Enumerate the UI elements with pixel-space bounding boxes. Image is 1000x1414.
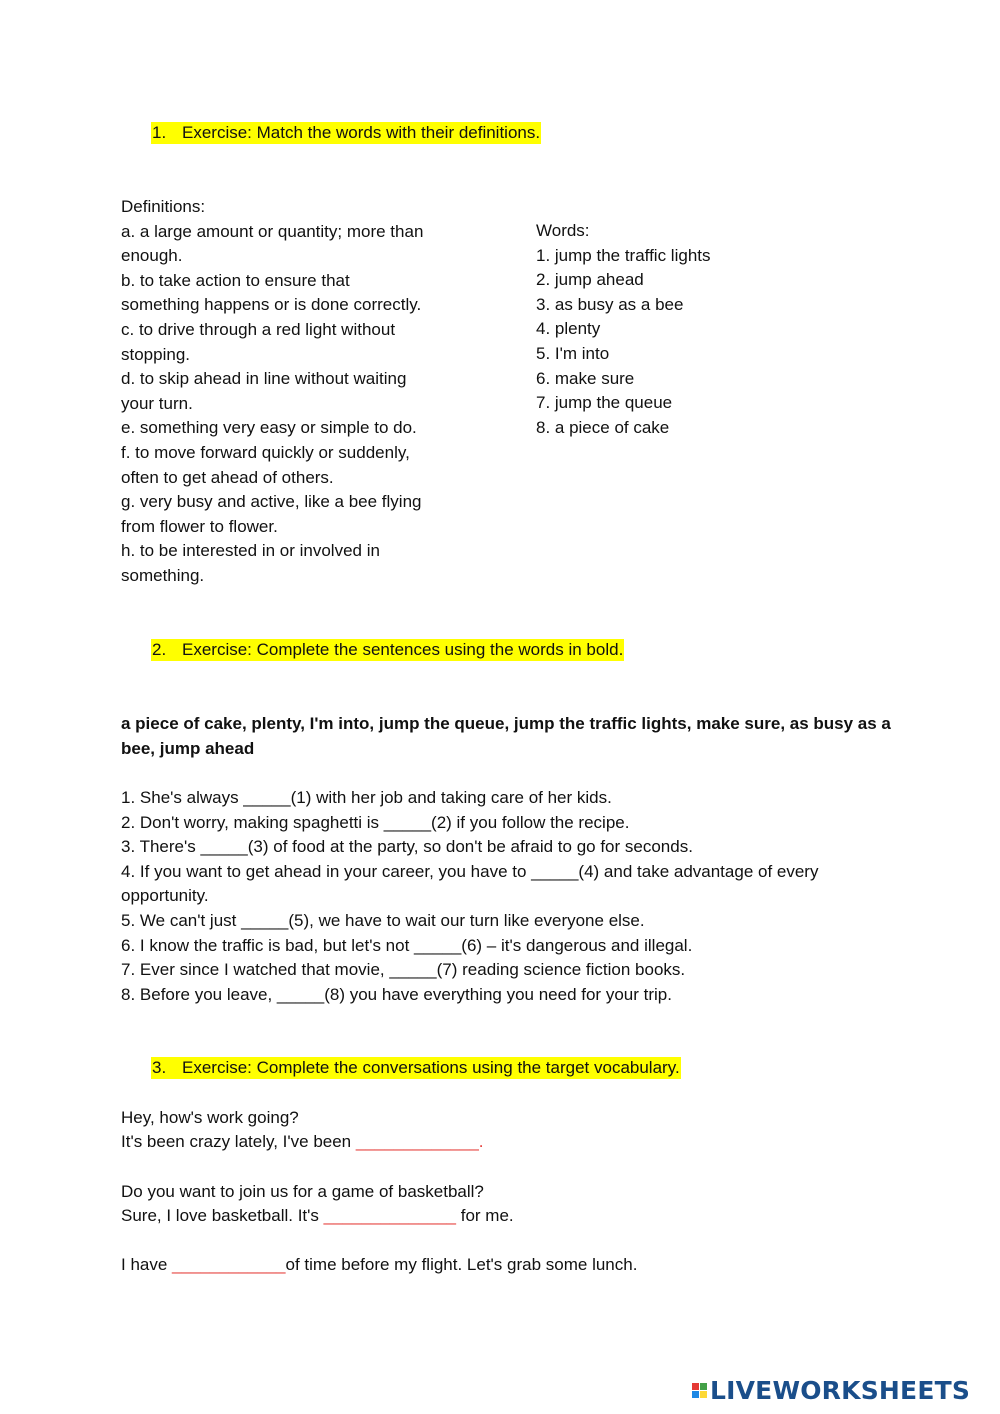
- sentence-item: 5. We can't just _____(5), we have to wait our turn like everyone else.: [121, 910, 645, 930]
- logo-mark-icon: [692, 1383, 707, 1398]
- words-column: [536, 219, 711, 440]
- definition-line: c. to drive through a red light without: [121, 319, 396, 339]
- definition-line: g. very busy and active, like a bee flying: [121, 492, 422, 512]
- conversation-2-question: Do you want to join us for a game of basketball?: [121, 1182, 484, 1201]
- conversation-3-line: [121, 1253, 637, 1278]
- exercise-3-heading: [151, 1057, 681, 1079]
- definition-line: often to get ahead of others.: [121, 467, 334, 487]
- logo-text: LIVEWORKSHEETS: [710, 1375, 971, 1405]
- definition-line: enough.: [121, 246, 183, 266]
- answer-blank-3[interactable]: ____________: [172, 1255, 286, 1274]
- definition-line: f. to move forward quickly or suddenly,: [121, 442, 410, 462]
- definition-line: d. to skip ahead in line without waiting: [121, 369, 407, 389]
- exercise-1-heading: [151, 122, 541, 144]
- word-item: 6. make sure: [536, 368, 635, 388]
- exercise-1-number: 1.: [152, 123, 167, 142]
- sentence-item: 4. If you want to get ahead in your career, you have to _____(4) and take advantage of every: [121, 861, 819, 881]
- liveworksheets-logo: [692, 1376, 970, 1404]
- conversation-1-question: Hey, how's work going?: [121, 1108, 299, 1127]
- sentence-item: opportunity.: [121, 886, 209, 906]
- exercise-3-title: Exercise: Complete the conversations using the target vocabulary.: [182, 1058, 680, 1077]
- sentence-item: 7. Ever since I watched that movie, _____(7) reading science fiction books.: [121, 960, 686, 980]
- definition-line: stopping.: [121, 344, 190, 364]
- word-bank: a piece of cake, plenty, I'm into, jump the queue, jump the traffic lights, make sure, as busy as a bee, jump ahead: [121, 714, 891, 758]
- definition-line: e. something very easy or simple to do.: [121, 418, 417, 438]
- exercise-1-title: Exercise: Match the words with their definitions.: [182, 123, 541, 142]
- definition-line: from flower to flower.: [121, 516, 278, 536]
- sentence-item: 3. There's _____(3) of food at the party, so don't be afraid to go for seconds.: [121, 837, 693, 857]
- definition-line: something.: [121, 565, 205, 585]
- word-item: 1. jump the traffic lights: [536, 245, 711, 265]
- definition-line: h. to be interested in or involved in: [121, 541, 380, 561]
- conversation-3-text-end: of time before my flight. Let's grab some lunch.: [285, 1255, 638, 1274]
- definition-line: b. to take action to ensure that: [121, 270, 350, 290]
- conversation-2-answer-text: Sure, I love basketball. It's: [121, 1206, 324, 1225]
- conversation-1-answer: [121, 1130, 484, 1155]
- word-item: 2. jump ahead: [536, 270, 644, 290]
- word-item: 7. jump the queue: [536, 393, 673, 413]
- answer-blank-2[interactable]: ______________: [323, 1206, 456, 1225]
- definitions-column: [121, 195, 423, 589]
- conversation-2-answer: [121, 1204, 514, 1229]
- sentence-item: 8. Before you leave, _____(8) you have everything you need for your trip.: [121, 984, 672, 1004]
- sentence-item: 2. Don't worry, making spaghetti is _____(2) if you follow the recipe.: [121, 812, 630, 832]
- definition-line: a. a large amount or quantity; more than: [121, 221, 424, 241]
- word-item: 4. plenty: [536, 319, 601, 339]
- word-item: 5. I'm into: [536, 343, 610, 363]
- conversation-2-answer-end: for me.: [456, 1206, 514, 1225]
- definition-line: your turn.: [121, 393, 193, 413]
- definition-line: something happens or is done correctly.: [121, 295, 422, 315]
- conversation-3-text-start: I have: [121, 1255, 173, 1274]
- definitions-header: Definitions:: [121, 197, 206, 216]
- exercise-3-number: 3.: [152, 1058, 167, 1077]
- sentences-list: [121, 786, 818, 1007]
- word-item: 8. a piece of cake: [536, 417, 670, 437]
- sentence-item: 1. She's always _____(1) with her job and taking care of her kids.: [121, 788, 612, 807]
- words-header: Words:: [536, 221, 590, 240]
- word-item: 3. as busy as a bee: [536, 294, 684, 314]
- answer-blank-1[interactable]: _____________.: [355, 1132, 484, 1151]
- conversation-1-answer-text: It's been crazy lately, I've been: [121, 1132, 356, 1151]
- exercise-2-heading: [151, 639, 624, 661]
- exercise-2-title: Exercise: Complete the sentences using the words in bold.: [182, 640, 624, 659]
- sentence-item: 6. I know the traffic is bad, but let's not _____(6) – it's dangerous and illegal.: [121, 935, 693, 955]
- exercise-2-number: 2.: [152, 640, 167, 659]
